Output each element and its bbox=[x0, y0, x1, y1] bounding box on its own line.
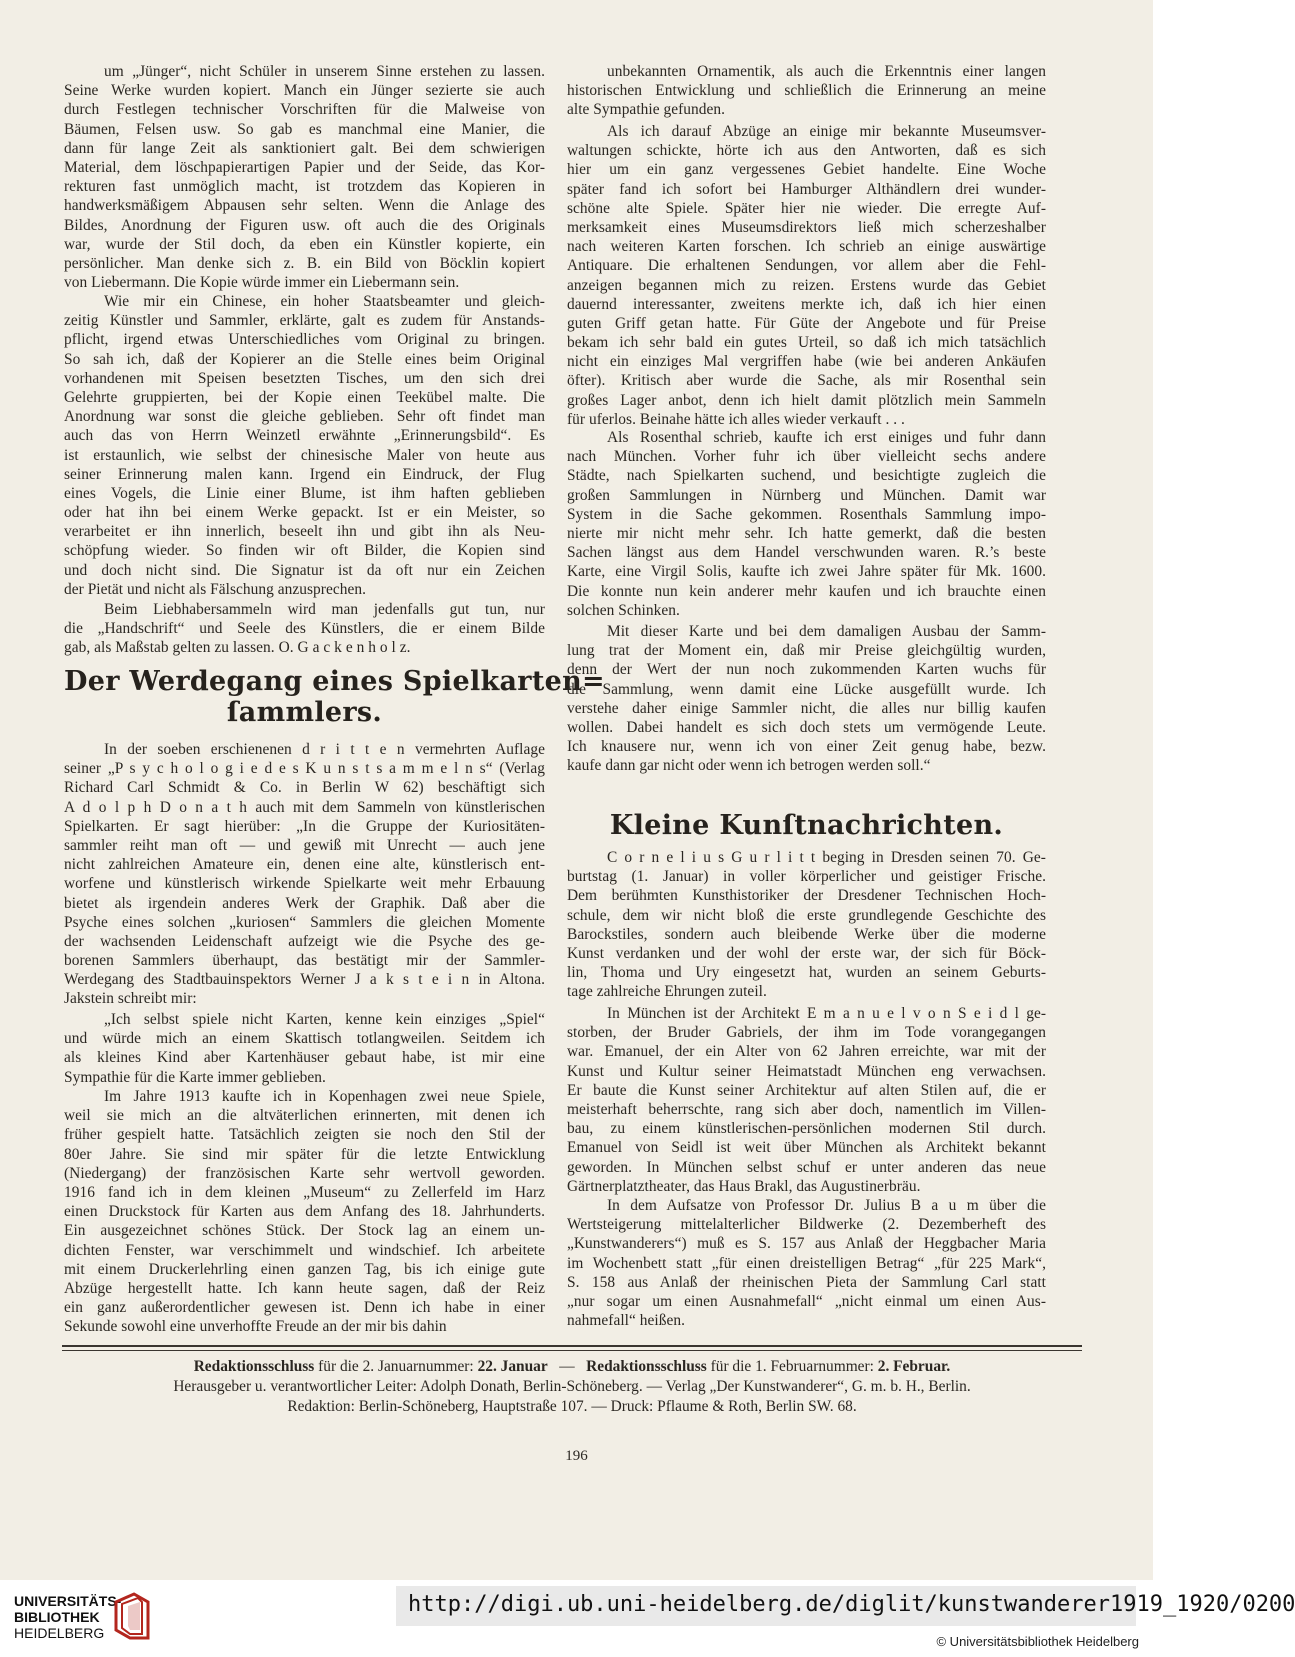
text-line: war. Emanuel, der ein Alter von 62 Jahren erreichte, war mit der bbox=[567, 1043, 1046, 1061]
library-logo-icon[interactable] bbox=[112, 1590, 152, 1642]
text-line: In dem Aufsatze von Professor Dr. Julius B a u m über die bbox=[607, 1197, 1046, 1214]
right-column bbox=[567, 0, 1046, 1340]
text-line: „Kunstwanderers“) muß es S. 157 aus Anlaß der Heggbacher Maria bbox=[567, 1235, 1046, 1253]
text-line: denn der Wert der nun noch zukommenden Karten wuchs für bbox=[567, 661, 1046, 679]
text-line: Anordnung war sonst die gleiche geblieben. Sehr oft findet man bbox=[64, 408, 545, 426]
text-line: einen Druckstock für Karten aus dem Anfang des 18. Jahrhunderts. bbox=[64, 1203, 545, 1221]
deadline-separator: — bbox=[547, 1358, 587, 1375]
text-line: bekam ich sehr bald ein gutes Urteil, so daß ich mich tatsächlich bbox=[567, 334, 1046, 352]
paragraph-jahre-1913 bbox=[64, 1087, 545, 1336]
imprint bbox=[62, 1357, 1082, 1417]
permalink-url[interactable]: http://digi.ub.uni-heidelberg.de/diglit/kunstwanderer1919_1920/0200 bbox=[408, 1592, 1295, 1617]
text-line: Kunst und Kultur seiner Heimatstadt München eng verwachsen. bbox=[567, 1062, 1046, 1080]
text-line: Wie mir ein Chinese, ein hoher Staatsbeamter und gleich- bbox=[104, 293, 545, 310]
text-line: nahmefall“ heißen. bbox=[567, 1312, 685, 1330]
text-line: die „Handschrift“ und Seele des Künstlers, die er einem Bilde bbox=[64, 620, 545, 638]
text-line: nach München. Vorher fuhr ich über vielleicht sechs andere bbox=[567, 448, 1046, 466]
paragraph-liebhabersammeln bbox=[64, 600, 545, 658]
text-line: rekturen fast unmöglich macht, ist trotzdem das Kopieren in bbox=[64, 178, 545, 196]
text-line: Die konnte nun kein anderer mehr kaufen und ich brauchte einen bbox=[567, 582, 1046, 600]
text-line: gab, als Maßstab gelten zu lassen. O. G a c k e n h o l z. bbox=[64, 639, 411, 657]
text-line: eines Vogels, die Linie einer Blume, ist ihm haften geblieben bbox=[64, 484, 545, 502]
text-line: Ein ausgezeichnet schönes Stück. Der Stock lag an einem un- bbox=[64, 1222, 545, 1240]
text-line: kaufe dann gar nicht oder wenn ich betrogen werden soll.“ bbox=[567, 757, 931, 775]
text-line: mit einem Druckerlehrling einen ganzen Tag, bis ich einige gute bbox=[64, 1260, 545, 1278]
text-line: oder hat ihn bei einem Werke gepackt. Ist er ein Meister, so bbox=[64, 504, 545, 522]
text-line: bietet als irgendein anderes Werk der Graphik. Daß aber die bbox=[64, 894, 545, 912]
text-line: sammler reiht man oft — und gewiß mit Unrecht — auch jene bbox=[64, 836, 545, 854]
permalink-box[interactable] bbox=[396, 1586, 1295, 1626]
imprint-line-deadlines bbox=[62, 1357, 1082, 1377]
page-number: 196 bbox=[565, 1448, 588, 1464]
text-line: Abzüge hergestellt hatte. Ich kann heute sagen, daß der Reiz bbox=[64, 1279, 545, 1297]
text-line: C o r n e l i u s G u r l i t t beging in Dresden seinen 70. Ge- bbox=[607, 849, 1046, 866]
imprint-line-publisher: Herausgeber u. verantwortlicher Leiter: Adolph Donath, Berlin-Schöneberg. — Verlag „Der Kunstwanderer“, G. m. b. H., Berlin. bbox=[173, 1378, 971, 1395]
text-line: Werdegang des Stadtbauinspektors Werner J a k s t e i n in Altona. bbox=[64, 971, 545, 989]
text-line: handwerksmäßigem Abpausen sehr selten. Wenn die Anlage des bbox=[64, 197, 545, 215]
text-line: war, wurde der Stil doch, da eben ein Künstler kopierte, ein bbox=[64, 235, 545, 253]
text-line: der wachsenden Leidenschaft aufzeigt wie die Psyche des ge- bbox=[64, 932, 545, 950]
text-line: hier um ein ganz vergessenes Gebiet handelte. Eine Woche bbox=[567, 161, 1046, 179]
text-line: Barockstiles, sondern auch bleibende Werke über die moderne bbox=[567, 925, 1046, 943]
text-line: System in die Sache gekommen. Rosenthals Sammlung impo- bbox=[567, 505, 1046, 523]
text-line: um „Jünger“, nicht Schüler in unserem Sinne erstehen zu lassen. bbox=[104, 63, 545, 80]
text-line: 80er Jahre. Sie sind mir später für die letzte Entwicklung bbox=[64, 1145, 545, 1163]
paragraph-ornamentik bbox=[567, 62, 1046, 120]
text-line: Antiquare. Die erhaltenen Sendungen, vor allem aber die Fehl- bbox=[567, 257, 1046, 275]
text-line: im Wochenbett statt „für einen dreistelligen Betrag“ „für 225 Mark“, bbox=[567, 1254, 1046, 1272]
heading-line-2: ſammlers. bbox=[226, 697, 383, 728]
text-line: großes Lager anbot, denn ich hielt damit plötzlich mein Sammeln bbox=[567, 391, 1046, 409]
text-line: dauernd interessanter, zweitens merkte ich, daß ich hier einen bbox=[567, 295, 1046, 313]
text-line: storben, der Bruder Gabriels, der ihm im Tode vorangegangen bbox=[567, 1024, 1046, 1042]
text-line: lin, Thoma und Ury eingesetzt hat, wurden an seinem Geburts- bbox=[567, 964, 1046, 982]
text-line: verstehe daher einige Sammler nicht, die alles nur billig kaufen bbox=[567, 699, 1046, 717]
library-logo-text[interactable] bbox=[14, 1593, 121, 1641]
heading-line-1: Der Werdegang eines Spielkarten= bbox=[64, 666, 605, 697]
deadline-label: Redaktionsschluss bbox=[193, 1358, 315, 1375]
text-line: 1916 fand ich in dem kleinen „Museum“ zu Zellerfeld im Harz bbox=[64, 1183, 545, 1201]
text-line: lung trat der Moment ein, daß mir Preise gleichgültig wurden, bbox=[567, 642, 1046, 660]
text-line: Als Rosenthal schrieb, kaufte ich erst einiges und fuhr dann bbox=[607, 429, 1046, 446]
text-line: die Sammlung, wenn damit eine Lücke ausgefüllt wurde. Ich bbox=[567, 680, 1046, 698]
text-line: und doch nicht sind. Die Signatur ist da oft nur ein Zeichen bbox=[64, 561, 545, 579]
text-line: solchen Schinken. bbox=[567, 601, 680, 619]
text-line: S. 158 aus Anlaß der rheinischen Pieta der Sammlung Carl statt bbox=[567, 1273, 1046, 1291]
text-line: Bildes, Anordnung der Figuren usw. oft auch die des Originals bbox=[64, 216, 545, 234]
text-line: der Pietät und nicht als Fälschung anzusprechen. bbox=[64, 580, 367, 598]
text-line: merksamkeit eines Museumsdirektors ließ mich scherzeshalber bbox=[567, 218, 1046, 236]
text-line: In der soeben erschienenen d r i t t e n vermehrten Auflage bbox=[104, 741, 545, 758]
logo-line-2: BIBLIOTHEK bbox=[14, 1609, 100, 1625]
logo-line-3: HEIDELBERG bbox=[14, 1625, 105, 1641]
viewer-footer-bar bbox=[0, 1580, 1295, 1657]
text-line: vorhandenen mit Speisen besetzten Tisches, um den sich drei bbox=[64, 369, 545, 387]
text-line: Sachen längst aus dem Handel verschwunden waren. R.’s beste bbox=[567, 544, 1046, 562]
text-line: Emanuel von Seidl ist weit über München als Architekt bekannt bbox=[567, 1139, 1046, 1157]
text-line: als kleines Kind aber Kartenhäuser gebaut habe, ist mir eine bbox=[64, 1049, 545, 1067]
article-heading-kunstnachrichten: Kleine Kunſtnachrichten. bbox=[609, 810, 1004, 841]
deadline-label-2: Redaktionsschluss bbox=[586, 1358, 707, 1375]
text-line: großen Sammlungen in Nürnberg und München. Damit war bbox=[567, 486, 1046, 504]
text-line: Seine Werke wurden kopiert. Manch ein Jünger sezierte sie auch bbox=[64, 82, 545, 100]
text-line: pflicht, irgend etwas Unterschiedliches vom Original zu bringen. bbox=[64, 331, 545, 349]
text-line: In München ist der Architekt E m a n u e l v o n S e i d l ge- bbox=[607, 1005, 1046, 1022]
paragraph-jakstein-quote bbox=[64, 1010, 545, 1087]
text-line: Als ich darauf Abzüge an einige mir bekannte Museumsver- bbox=[607, 123, 1046, 140]
paragraph-baum-aufsatz bbox=[567, 1196, 1046, 1330]
text-line: Karte, eine Virgil Solis, kaufte ich zwei Jahre später für Mk. 1600. bbox=[567, 563, 1046, 581]
text-line: zeitig Künstler und Sammler, erklärte, galt es zudem für Anstands- bbox=[64, 312, 545, 330]
text-line: Städte, nach Spielkarten suchend, und besichtigte zugleich die bbox=[567, 467, 1046, 485]
paragraph-museumsverwaltungen bbox=[567, 122, 1046, 429]
text-line: burtstag (1. Januar) in voller körperlicher und geistiger Frische. bbox=[567, 868, 1046, 886]
text-line: Ich knausere nur, wenn ich von einer Zeit genug habe, bezw. bbox=[567, 738, 1046, 756]
text-line: Gelehrte gruppierten, bei der Kopie einen Teekübel malte. Die bbox=[64, 388, 545, 406]
text-line: worfene und künstlerisch wirkende Spielkarte weit mehr Erbauung bbox=[64, 875, 545, 893]
imprint-line-editorial: Redaktion: Berlin-Schöneberg, Hauptstraße 107. — Druck: Pflaume & Roth, Berlin SW. 68. bbox=[287, 1398, 857, 1415]
text-line: anzeigen begannen mich zu reizen. Erstens wurde das Gebiet bbox=[567, 276, 1046, 294]
text-line: und würde mich an einem Skattisch totlangweilen. Seitdem ich bbox=[64, 1030, 545, 1048]
text-line: seiner Erinnerung malen kann. Irgend ein Eindruck, der Flug bbox=[64, 465, 545, 483]
text-line: dichten Fenster, war verschimmelt und windschief. Ich arbeitete bbox=[64, 1241, 545, 1259]
text-line: guten Griff getan hatte. Für Güte der Angebote und für Preise bbox=[567, 314, 1046, 332]
text-line: nierte mir nicht mehr sehr. Ich hatte gemerkt, daß die besten bbox=[567, 524, 1046, 542]
text-line: tage zahlreiche Ehrungen zuteil. bbox=[567, 983, 767, 1001]
text-line: wollen. Dabei handelt es sich doch stets um vermögende Leute. bbox=[567, 718, 1046, 736]
article-heading-werdegang bbox=[64, 666, 605, 728]
deadline-date: 22. Januar bbox=[477, 1358, 548, 1375]
text-line: Dem berühmten Kunsthistoriker der Dresdener Technischen Hoch- bbox=[567, 887, 1046, 905]
text-line: früher gespielt hatte. Tatsächlich zeigten sie noch den Stil der bbox=[64, 1126, 545, 1144]
text-line: Bäumen, Felsen usw. So gab es manchmal eine Manier, die bbox=[64, 120, 545, 138]
deadline-text-2: für die 1. Februarnummer: bbox=[706, 1358, 878, 1375]
text-line: Spielkarten. Er sagt hierüber: „In die Gruppe der Kuriositäten- bbox=[64, 817, 545, 835]
text-line: für uferlos. Beinahe hätte ich alles wieder verkauft . . . bbox=[567, 410, 905, 428]
text-line: weil sie mich an die altväterlichen erinnerten, mit denen ich bbox=[64, 1107, 545, 1125]
paragraph-virgil-solis-karte bbox=[567, 622, 1046, 776]
text-line: So sah ich, daß der Kopierer an die Stelle eines beim Original bbox=[64, 350, 545, 368]
text-line: geworden. In München selbst schuf er unter anderen das neue bbox=[567, 1158, 1046, 1176]
text-line: historischen Entwicklung und schließlich die Erinnerung an meine bbox=[567, 82, 1046, 100]
text-line: borenen Sammlers überhaupt, das bestätigt mir der Sammler- bbox=[64, 952, 545, 970]
text-line: Sympathie für die Karte immer geblieben. bbox=[64, 1068, 326, 1086]
text-line: alte Sympathie gefunden. bbox=[567, 101, 726, 119]
text-line: von Liebermann. Die Kopie würde immer ein Liebermann sein. bbox=[64, 274, 460, 292]
text-line: nicht ein einziges Mal vergriffen habe (wie bei anderen Ankäufen bbox=[567, 353, 1046, 371]
logo-line-1: UNIVERSITÄTS- bbox=[14, 1593, 122, 1609]
text-line: später fand ich sofort bei Hamburger Althändlern drei wunder- bbox=[567, 180, 1046, 198]
text-line: (Niedergang) der französischen Karte sehr wertvoll geworden. bbox=[64, 1164, 545, 1182]
text-line: Wertsteigerung mittelalterlicher Bildwerke (2. Dezemberheft des bbox=[567, 1216, 1046, 1234]
paragraph-seidl bbox=[567, 1004, 1046, 1196]
text-line: verarbeitet er ihn innerlich, beseelt ihn und gibt ihn als Neu- bbox=[64, 523, 545, 541]
deadline-date-2: 2. Februar. bbox=[877, 1358, 951, 1375]
paragraph-psychologie bbox=[64, 740, 545, 1009]
text-line: Er baute die Kunst seiner Architektur auf alten Stilen auf, die er bbox=[567, 1081, 1046, 1099]
text-line: „nur sogar um einen Ausnahmefall“ „nicht einmal um einen Aus- bbox=[567, 1292, 1046, 1310]
text-line: Beim Liebhabersammeln wird man jedenfalls gut tun, nur bbox=[104, 601, 545, 618]
text-line: Jakstein schreibt mir: bbox=[64, 990, 197, 1008]
text-line: Material, dem löschpapierartigen Papier und der Seide, das Kor- bbox=[64, 158, 545, 176]
text-line: auch das von Herrn Weinzetl erwähnte „Erinnerungsbild“. Es bbox=[64, 427, 545, 445]
text-line: Mit dieser Karte und bei dem damaligen Ausbau der Samm- bbox=[607, 623, 1046, 640]
text-line: unbekannten Ornamentik, als auch die Erkenntnis einer langen bbox=[607, 63, 1046, 80]
paragraph-rosenthal bbox=[567, 428, 1046, 620]
footer-rule-thin bbox=[62, 1350, 1082, 1351]
text-line: durch Festlegen technischer Vorschriften für die Malweise von bbox=[64, 101, 545, 119]
text-line: schöpfung wieder. So finden wir oft Bilder, die Kopien sind bbox=[64, 542, 545, 560]
text-line: nicht zahlreichen Amateure ein, denen eine alte, künstlerisch ent- bbox=[64, 856, 545, 874]
text-line: A d o l p h D o n a t h auch mit dem Sammeln von künstlerischen bbox=[64, 798, 545, 816]
text-line: dann für lange Zeit als sanktioniert galt. Bei dem schwierigen bbox=[64, 139, 545, 157]
deadline-text: für die 2. Januarnummer: bbox=[314, 1358, 478, 1375]
text-line: schule, dem wir nicht bloß die erste grundlegende Geschichte des bbox=[567, 906, 1046, 924]
text-line: öfter). Kritisch aber wurde die Sache, als mir Rosenthal sein bbox=[567, 372, 1046, 390]
text-line: Richard Carl Schmidt & Co. in Berlin W 62) beschäftigt sich bbox=[64, 779, 545, 797]
text-line: persönlicher. Man denke sich z. B. ein Bild von Böcklin kopiert bbox=[64, 254, 545, 272]
text-line: nach weiteren Karten forschen. Ich schrieb an einige auswärtige bbox=[567, 238, 1046, 256]
text-line: meisterhaft beherrschte, rang sich aber doch, namentlich im Villen- bbox=[567, 1100, 1046, 1118]
text-line: Im Jahre 1913 kaufte ich in Kopenhagen zwei neue Spiele, bbox=[104, 1088, 545, 1105]
text-line: seiner „P s y c h o l o g i e d e s K u n s t s a m m e l n s“ (Verlag bbox=[64, 760, 545, 778]
text-line: Kunst verdanken und der wohl der erste war, der sich für Böck- bbox=[567, 944, 1046, 962]
text-line: schöne alte Spiele. Später hier nie wieder. Die erregte Auf- bbox=[567, 199, 1046, 217]
footer-rule bbox=[62, 1345, 1082, 1347]
text-line: ist erstaunlich, wie selbst der chinesische Maler von heute aus bbox=[64, 446, 545, 464]
paragraph-kopie bbox=[64, 62, 545, 292]
text-line: Gärtnerplatztheater, das Haus Brakl, das Augustinerbräu. bbox=[567, 1177, 921, 1195]
copyright-notice: © Universitätsbibliothek Heidelberg bbox=[936, 1634, 1139, 1649]
text-line: waltungen schickte, hörte ich aus den Antworten, daß es sich bbox=[567, 142, 1046, 160]
text-line: „Ich selbst spiele nicht Karten, kenne kein einziges „Spiel“ bbox=[104, 1011, 545, 1028]
text-line: Sekunde sowohl eine unverhoffte Freude an der mir bis dahin bbox=[64, 1318, 447, 1336]
text-line: bau, zu einem künstlerischen-persönlichen modernen Stil durch. bbox=[567, 1120, 1046, 1138]
text-line: Psyche eines solchen „kuriosen“ Sammlers die gleichen Momente bbox=[64, 913, 545, 931]
text-line: ein ganz außerordentlicher gewesen ist. Denn ich habe in einer bbox=[64, 1299, 545, 1317]
paragraph-chinese bbox=[64, 292, 545, 599]
paragraph-gurlitt bbox=[567, 848, 1046, 1002]
